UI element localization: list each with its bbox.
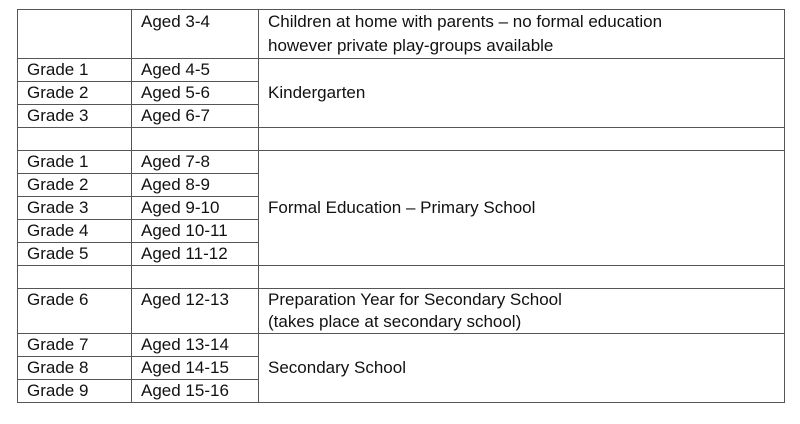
stage-description: Kindergarten (259, 59, 785, 128)
education-stages-table (17, 9, 785, 403)
description-cell (259, 289, 785, 312)
grade-cell: Grade 8 (18, 357, 132, 380)
grade-cell: Grade 5 (18, 243, 132, 266)
grade-cell (18, 10, 132, 59)
spacer-row (18, 266, 785, 289)
age-cell: Aged 11-12 (132, 243, 259, 266)
grade-cell: Grade 7 (18, 334, 132, 357)
grade-cell: Grade 6 (18, 289, 132, 334)
description-cell (259, 34, 785, 59)
age-cell: Aged 10-11 (132, 220, 259, 243)
empty-cell (18, 266, 132, 289)
grade-cell: Grade 3 (18, 197, 132, 220)
description-line: (takes place at secondary school) (268, 312, 522, 331)
age-cell: Aged 12-13 (132, 289, 259, 334)
age-cell: Aged 9-10 (132, 197, 259, 220)
empty-cell (259, 128, 785, 151)
description-line: however private play-groups available (268, 36, 554, 55)
description-cell (259, 10, 785, 35)
age-cell: Aged 13-14 (132, 334, 259, 357)
spacer-row (18, 128, 785, 151)
age-cell: Aged 5-6 (132, 82, 259, 105)
grade-cell: Grade 2 (18, 174, 132, 197)
table-row (18, 10, 785, 35)
description-cell (259, 311, 785, 334)
age-cell: Aged 8-9 (132, 174, 259, 197)
table-row (18, 151, 785, 174)
table-row (18, 59, 785, 82)
grade-cell: Grade 4 (18, 220, 132, 243)
age-cell: Aged 4-5 (132, 59, 259, 82)
table-row (18, 289, 785, 312)
stage-description: Formal Education – Primary School (259, 151, 785, 266)
description-line: Preparation Year for Secondary School (268, 290, 562, 309)
description-line: Children at home with parents – no formal education (268, 12, 663, 31)
stage-description: Secondary School (259, 334, 785, 403)
grade-cell: Grade 3 (18, 105, 132, 128)
grade-cell: Grade 2 (18, 82, 132, 105)
empty-cell (132, 266, 259, 289)
age-cell: Aged 6-7 (132, 105, 259, 128)
grade-cell: Grade 1 (18, 151, 132, 174)
grade-cell: Grade 1 (18, 59, 132, 82)
age-cell: Aged 3-4 (132, 10, 259, 59)
empty-cell (132, 128, 259, 151)
age-cell: Aged 7-8 (132, 151, 259, 174)
age-cell: Aged 14-15 (132, 357, 259, 380)
grade-cell: Grade 9 (18, 380, 132, 403)
table-row (18, 334, 785, 357)
empty-cell (18, 128, 132, 151)
age-cell: Aged 15-16 (132, 380, 259, 403)
empty-cell (259, 266, 785, 289)
